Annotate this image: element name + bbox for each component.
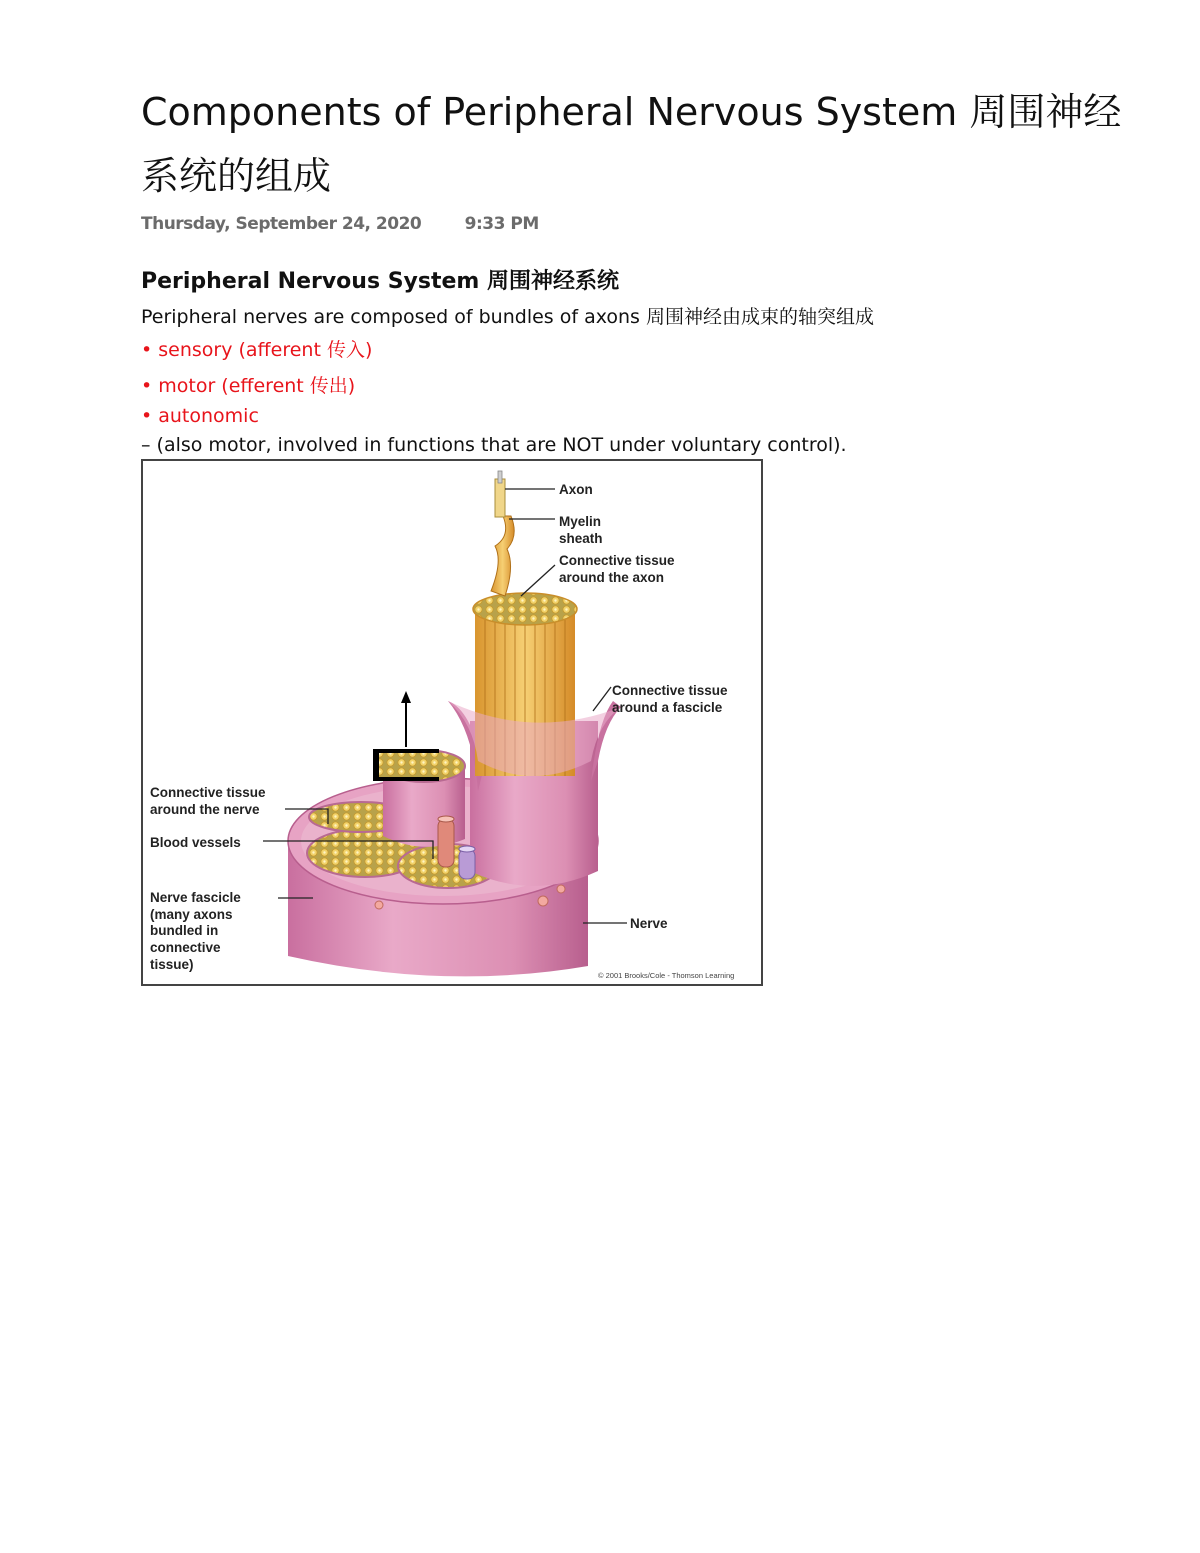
label-ct-axon-1: Connective tissue: [559, 553, 675, 568]
label-blood-vessels: Blood vessels: [150, 835, 241, 850]
figure-copyright: © 2001 Brooks/Cole - Thomson Learning: [598, 971, 735, 980]
label-myelin-1: Myelin: [559, 514, 602, 529]
note-timestamp: [141, 214, 539, 234]
nerve-illustration: [143, 461, 761, 984]
label-ct-nerve-1: Connective tissue: [150, 785, 266, 800]
label-fascicle-1: Nerve fascicle: [150, 890, 241, 905]
label-ct-axon-2: around the axon: [559, 570, 665, 585]
nerve-anatomy-figure: [141, 459, 763, 986]
label-fascicle-5: tissue): [150, 957, 194, 972]
section-heading: Peripheral Nervous System 周围神经系统: [141, 269, 620, 294]
single-axon: [491, 471, 514, 596]
label-axon: Axon: [559, 482, 593, 497]
intro-paragraph: Peripheral nerves are composed of bundles of axons 周围神经由成束的轴突组成: [141, 306, 874, 328]
bullet-sensory: • sensory (afferent 传入): [141, 339, 373, 361]
label-ct-fascicle-2: around a fascicle: [612, 700, 723, 715]
zoom-indicator: [373, 691, 439, 781]
bullet-autonomic: • autonomic: [141, 405, 259, 427]
label-fascicle-4: connective: [150, 940, 221, 955]
label-ct-nerve-2: around the nerve: [150, 802, 260, 817]
label-fascicle-2: (many axons: [150, 907, 233, 922]
page-title: Components of Peripheral Nervous System 周围神经系统的组成: [141, 90, 1122, 198]
label-myelin-2: sheath: [559, 531, 603, 546]
note-date: Thursday, September 24, 2020: [141, 214, 422, 234]
bullet-motor: • motor (efferent 传出): [141, 375, 356, 397]
label-fascicle-3: bundled in: [150, 923, 219, 938]
note-time: 9:33 PM: [464, 214, 539, 234]
autonomic-note: – (also motor, involved in functions that are NOT under voluntary control).: [141, 434, 847, 456]
label-nerve: Nerve: [630, 916, 668, 931]
label-ct-fascicle-1: Connective tissue: [612, 683, 728, 698]
